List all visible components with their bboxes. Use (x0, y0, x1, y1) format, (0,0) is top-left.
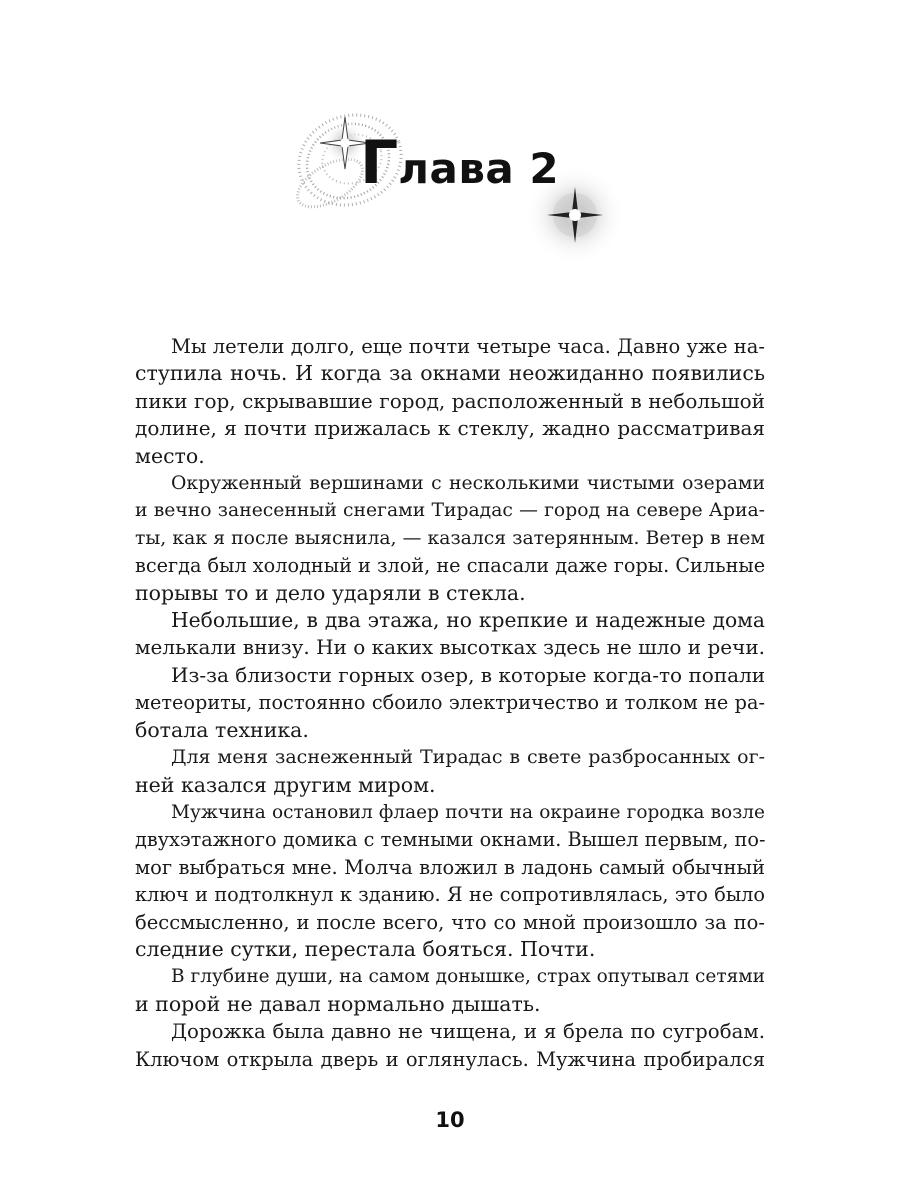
paragraph-3 (135, 607, 765, 662)
chapter-title (360, 128, 560, 199)
paragraph-6 (135, 799, 765, 963)
chapter-text (135, 333, 765, 1073)
text-line: ступила ночь. И когда за окнами неожиданно появились (135, 361, 765, 386)
text-line: Дорожка была давно не чищена, и я брела по сугробам. (171, 1020, 765, 1044)
page-number: 10 (435, 1108, 465, 1132)
text-line: ты, как я после выяснила, — казался затерянным. Ветер в нем (135, 527, 765, 549)
paragraph-2 (135, 470, 765, 607)
text-line: ботала техника. (135, 717, 309, 742)
text-line: место. (135, 443, 205, 468)
paragraph-4 (135, 662, 765, 744)
paragraph-1 (135, 333, 765, 470)
chapter-title-rest: лава 2 (398, 144, 560, 193)
text-line: ключ и подтолкнул к зданию. Я не сопротивлялась, это было (135, 883, 765, 907)
text-line: всегда был холодный и злой, не спасали даже горы. Сильные (135, 554, 766, 578)
paragraph-5 (135, 744, 765, 799)
chapter-title-initial: Г (360, 128, 399, 198)
text-line: Для меня заснеженный Тирадас в свете разбросанных ог- (171, 746, 765, 769)
paragraph-7 (135, 963, 765, 1018)
text-line: бессмысленно, и после всего, что со мной произошло за по- (135, 910, 765, 934)
text-line: Из-за близости горных озер, в которые когда-то попали (171, 662, 766, 687)
text-line: мелькали внизу. Ни о каких высотках здесь не шло и речи. (135, 635, 766, 660)
text-line: и вечно занесенный снегами Тирадас — город на севере Ариа- (135, 500, 765, 522)
text-line: мог выбраться мне. Молча вложил в ладонь самый обычный (135, 855, 765, 879)
text-line: следние сутки, перестала бояться. Почти. (135, 936, 596, 961)
text-line: двухэтажного домика с темными окнами. Вышел первым, по- (135, 828, 766, 852)
text-line: метеориты, постоянно сбоило электричество и толком не ра- (135, 691, 765, 715)
text-line: долине, я почти прижалась к стеклу, жадно рассматривая (135, 416, 765, 441)
text-line: порывы то и дело ударяли в стекла. (135, 580, 526, 605)
chapter-heading (290, 95, 640, 275)
text-line: и порой не давал нормально дышать. (135, 991, 541, 1016)
text-line: Небольшие, в два этажа, но крепкие и надежные дома (171, 608, 765, 633)
text-line: Мужчина остановил флаер почти на окраине городка возле (171, 801, 765, 823)
text-line: В глубине души, на самом донышке, страх опутывал сетями (171, 966, 765, 988)
text-line: пики гор, скрывавшие город, расположенный в небольшой (135, 388, 765, 413)
text-line: Окруженный вершинами с несколькими чистыми озерами (171, 473, 765, 495)
paragraph-8 (135, 1018, 765, 1073)
text-line: ней казался другим миром. (135, 772, 436, 797)
text-line: Ключом открыла дверь и оглянулась. Мужчина пробирался (135, 1047, 765, 1071)
text-line: Мы летели долго, еще почти четыре часа. Давно уже на- (171, 335, 765, 358)
